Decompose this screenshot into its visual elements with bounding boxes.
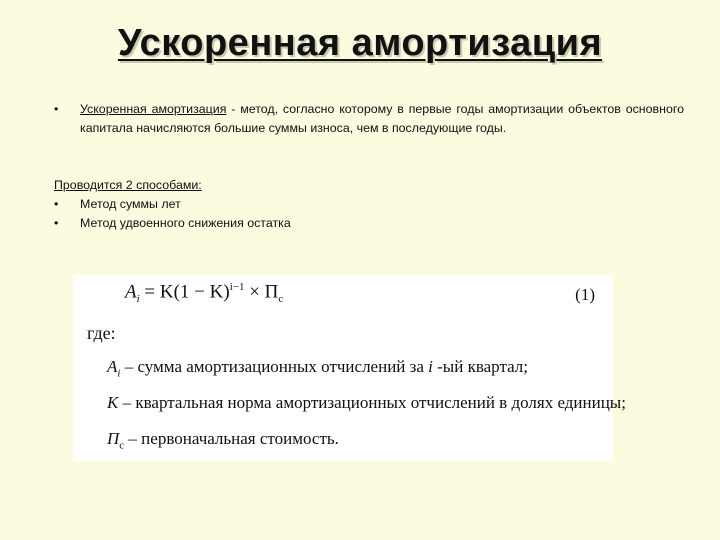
method-item <box>54 195 291 214</box>
slide-title: Ускоренная амортизация <box>117 22 603 64</box>
definition-bullet: • <box>54 102 59 116</box>
method-item <box>54 214 291 233</box>
formula-legend-item: $П_с$ – первоначальная стоимость. <box>107 429 339 452</box>
methods-heading: Проводится 2 способами: <box>54 178 202 192</box>
formula-expression: $A_i = K(1 - K)^{i-1} \times П_с$ <box>125 281 284 306</box>
formula-legend-item: $A_i$ – сумма амортизационных отчислений за i -ый квартал; <box>107 357 528 380</box>
methods-block <box>54 176 291 233</box>
method-label: Метод удвоенного снижения остатка <box>80 216 291 230</box>
formula-legend-item: K – квартальная норма амортизационных отчислений в долях единицы; <box>107 393 626 412</box>
method-label: Метод суммы лет <box>80 197 181 211</box>
formula-where-label: где: <box>87 323 116 343</box>
formula-number: (1) <box>575 285 595 304</box>
method-bullet: • <box>54 197 59 211</box>
method-bullet: • <box>54 216 59 230</box>
definition-body: - метод, согласно которому в первые годы амортизации объектов основного капитала начисляются большие суммы износа, чем в последующие годы. <box>80 102 684 135</box>
definition-term: Ускоренная амортизация <box>80 102 227 116</box>
formula-image <box>73 275 626 461</box>
definition-block <box>54 100 684 138</box>
definition-text <box>80 100 684 138</box>
